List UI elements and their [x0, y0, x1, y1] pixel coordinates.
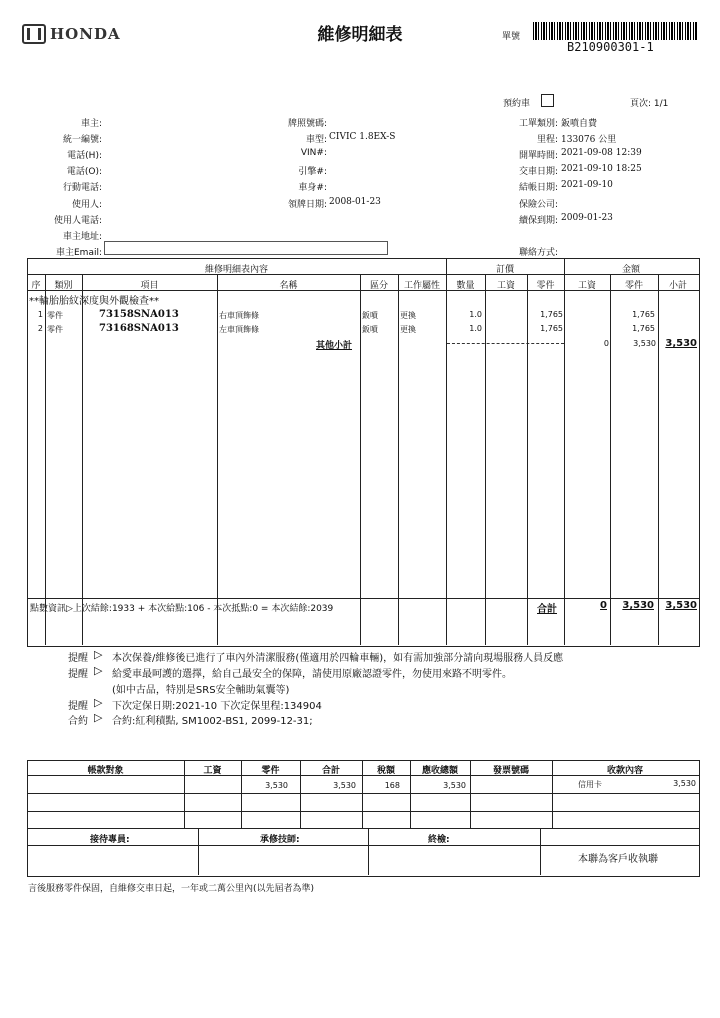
- row-work-attr: 更換: [400, 311, 416, 320]
- group-detail: 維修明細表內容: [204, 265, 268, 275]
- billing-header: 合計: [321, 766, 340, 776]
- warranty-footer: 言後服務零件保固，自維修交車日起，一年或二萬公里內(以先屆者為準): [28, 884, 315, 894]
- owner-field-label: 車主:: [80, 119, 102, 129]
- barcode: [533, 22, 698, 40]
- row-part-amount: 1,765: [632, 324, 655, 333]
- order-field-value: 133076 公里: [561, 135, 617, 146]
- billing-header: 應收總額: [421, 766, 458, 776]
- vehicle-field-label: 領牌日期:: [287, 199, 327, 210]
- receipt-note: 本聯為客戶收執聯: [578, 854, 658, 865]
- row-name: 左車頂飾條: [219, 325, 259, 334]
- owner-field-label: 使用人:: [71, 199, 102, 210]
- column-header: 工資: [496, 281, 515, 291]
- vehicle-field-label: 車型:: [305, 135, 327, 146]
- group-amount: 金額: [621, 265, 640, 275]
- order-field-label: 保險公司:: [518, 199, 558, 210]
- owner-field-label: 車主Email:: [55, 247, 102, 258]
- row-name: 右車頂飾條: [219, 311, 259, 320]
- order-field-value: 2021-09-10: [561, 180, 613, 191]
- billing-header: 發票號碼: [492, 766, 529, 776]
- column-header: 工資: [577, 281, 596, 291]
- column-header: 區分: [369, 281, 388, 291]
- page-number: 頁次: 1/1: [630, 99, 669, 109]
- total-part: 3,530: [622, 600, 654, 611]
- row-division: 鈑噴: [362, 311, 378, 320]
- row-qty: 1.0: [469, 324, 482, 333]
- doc-no-label: 單號: [502, 32, 521, 42]
- column-header: 零件: [536, 281, 555, 291]
- other-subtotal-total: 3,530: [665, 338, 697, 349]
- note-text: 本次保養/維修後已進行了車內外清潔服務(僅適用於四輪車輛)，如有需加強部分請向現場服務人員反應: [112, 653, 564, 664]
- column-header: 名稱: [279, 281, 298, 291]
- bill-amount: 3,530: [673, 779, 696, 788]
- order-field-label: 續保到期:: [518, 215, 558, 226]
- other-subtotal-part: 3,530: [633, 339, 656, 348]
- note-label: 提醒: [68, 653, 88, 664]
- triangle-icon: ▷: [94, 664, 103, 677]
- vehicle-field-label: 引擎#:: [298, 167, 327, 178]
- bill-tax: 168: [384, 781, 400, 790]
- note-label: 提醒: [68, 669, 88, 680]
- note-text: 給愛車最呵護的選擇，給自己最安全的保障，請使用原廠認證零件，勿使用來路不明零件。: [112, 669, 512, 680]
- order-field-label: 工單類別:: [518, 119, 558, 129]
- note-text: (如中古品，特別是SRS安全輔助氣囊等): [112, 685, 290, 696]
- reception-label: 接待專員:: [90, 835, 130, 845]
- billing-header: 稅額: [376, 766, 395, 776]
- column-header: 類別: [54, 281, 73, 291]
- order-field-label: 交車日期:: [518, 167, 558, 178]
- column-header: 小計: [668, 281, 687, 291]
- order-field-value: 2021-09-10 18:25: [561, 164, 642, 175]
- order-field-label: 聯絡方式:: [518, 247, 558, 258]
- row-part-amount: 1,765: [632, 310, 655, 319]
- order-field-value: 2009-01-23: [561, 212, 613, 223]
- total-label: 合計: [537, 604, 557, 615]
- other-subtotal-label: 其他小計: [316, 341, 353, 351]
- row-part-price: 1,765: [540, 324, 563, 333]
- billing-header: 工資: [203, 766, 222, 776]
- total-sum: 3,530: [665, 600, 697, 611]
- bill-receivable: 3,530: [443, 781, 466, 790]
- section-title: **輪胎胎紋深度與外觀檢查**: [29, 292, 161, 307]
- row-division: 鈑噴: [362, 325, 378, 334]
- logo-text: HONDA: [50, 25, 121, 43]
- owner-field-label: 車主地址:: [62, 231, 102, 242]
- doc-number: B210900301-1: [567, 40, 654, 54]
- owner-field-label: 電話(H):: [67, 151, 102, 162]
- order-field-value: 鈑噴自費: [561, 119, 598, 129]
- row-item-code: 73168SNA013: [99, 323, 179, 334]
- row-qty: 1.0: [469, 310, 482, 319]
- column-header: 項目: [140, 281, 159, 291]
- document-title: 維修明細表: [317, 25, 403, 45]
- order-field-label: 里程:: [536, 135, 558, 146]
- owner-field-label: 行動電話:: [62, 183, 102, 194]
- column-header: 零件: [624, 281, 643, 291]
- bill-total: 3,530: [333, 781, 356, 790]
- vehicle-field-label: 牌照號碼:: [287, 119, 327, 129]
- row-seq: 2: [37, 324, 43, 333]
- row-work-attr: 更換: [400, 325, 416, 334]
- billing-header: 零件: [261, 766, 280, 776]
- triangle-icon: ▷: [94, 696, 103, 709]
- row-type: 零件: [47, 325, 63, 334]
- column-header: 數量: [456, 281, 475, 291]
- note-text: 合約:紅利積點, SM1002-BS1, 2099-12-31;: [112, 716, 313, 727]
- reservation-checkbox: [541, 94, 554, 107]
- note-label: 合約: [68, 716, 88, 727]
- triangle-icon: ▷: [94, 711, 103, 724]
- email-field: [104, 241, 388, 255]
- row-type: 零件: [47, 311, 63, 320]
- subtotal-rule: [447, 343, 564, 344]
- row-seq: 1: [37, 310, 43, 319]
- owner-field-label: 電話(O):: [66, 167, 102, 178]
- technician-label: 承修技師:: [260, 835, 300, 845]
- bill-method: 信用卡: [578, 780, 602, 789]
- order-field-label: 結帳日期:: [518, 183, 558, 194]
- other-subtotal-labor: 0: [603, 339, 609, 348]
- billing-header: 帳款對象: [87, 766, 124, 776]
- order-field-label: 開單時間:: [518, 151, 558, 162]
- reservation-label: 預約車: [503, 99, 531, 109]
- bill-part: 3,530: [265, 781, 288, 790]
- group-price: 訂價: [495, 265, 514, 275]
- vehicle-field-value: 2008-01-23: [329, 196, 381, 207]
- billing-header: 收款內容: [606, 766, 643, 776]
- triangle-icon: ▷: [94, 648, 103, 661]
- row-part-price: 1,765: [540, 310, 563, 319]
- vehicle-field-label: 車身#:: [298, 183, 327, 194]
- owner-field-label: 使用人電話:: [53, 215, 102, 226]
- vehicle-field-label: VIN#:: [300, 148, 327, 159]
- vehicle-field-value: CIVIC 1.8EX-S: [329, 132, 396, 143]
- row-item-code: 73158SNA013: [99, 309, 179, 320]
- column-header: 工作屬性: [403, 281, 440, 291]
- order-field-value: 2021-09-08 12:39: [561, 148, 642, 159]
- inspection-label: 終檢:: [428, 835, 450, 845]
- points-info: 點數資訊▷上次結餘:1933 + 本次給點:106 - 本次抵點:0 = 本次結餘:2039: [30, 604, 334, 614]
- total-labor: 0: [600, 600, 607, 611]
- owner-field-label: 統一編號:: [62, 135, 102, 146]
- note-text: 下次定保日期:2021-10 下次定保里程:134904: [112, 701, 322, 712]
- column-header: 序: [31, 281, 41, 291]
- note-label: 提醒: [68, 701, 88, 712]
